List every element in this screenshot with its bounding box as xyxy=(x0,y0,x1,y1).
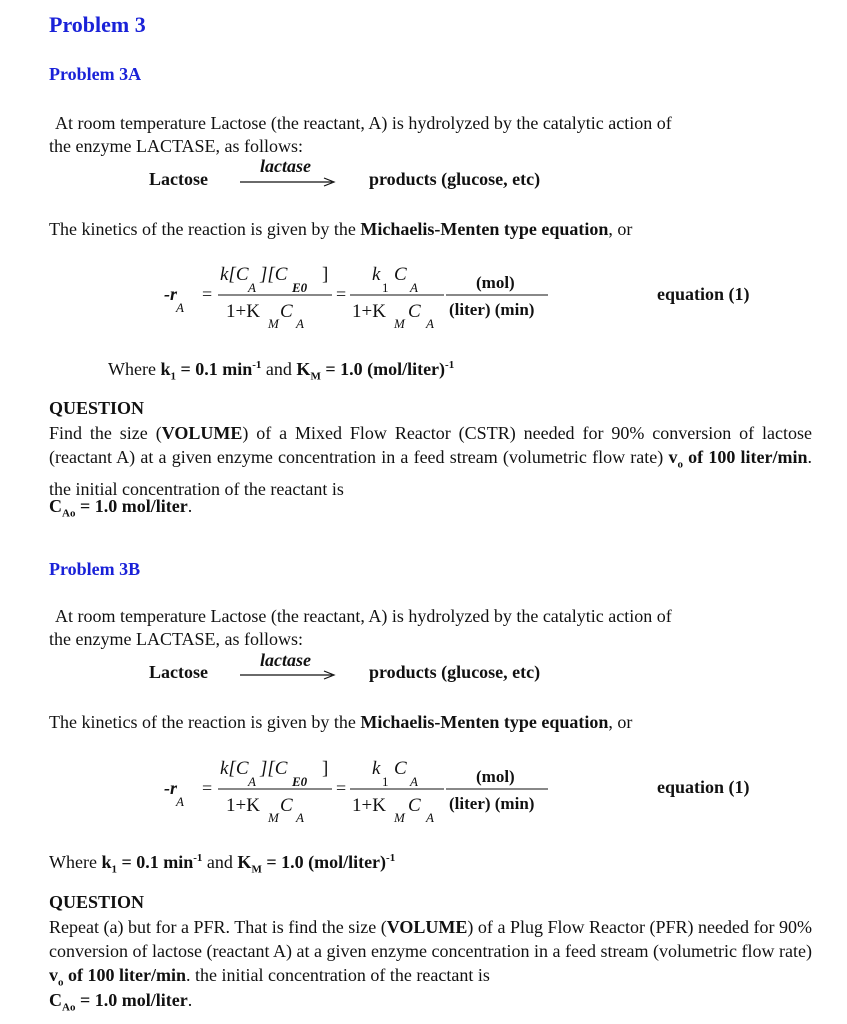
reaction-arrow-icon xyxy=(238,669,338,681)
rate-equation xyxy=(150,258,570,338)
numer2-c: C xyxy=(394,264,407,285)
catalyst-label: lactase xyxy=(260,156,311,176)
numer1-sub-a: A xyxy=(248,774,256,789)
numer1-end: ] xyxy=(322,264,329,285)
denom2-sub-a: A xyxy=(426,316,434,331)
svg-text:=: = xyxy=(336,778,347,798)
intro-line-2: the enzyme LACTASE, as follows: xyxy=(49,629,304,649)
kinetics-line: The kinetics of the reaction is given by the Michaelis-Menten type equation, or xyxy=(49,219,633,239)
reactant-label: Lactose xyxy=(149,662,208,682)
intro-line-1: At room temperature Lactose (the reactant, A) is hydrolyzed by the catalytic action of xyxy=(55,113,672,133)
kinetics-bold: Michaelis-Menten type equation xyxy=(360,712,609,732)
denom1-sub-m: M xyxy=(268,810,279,825)
constants-line: Where $k_1 = 0.1$ $\min^{-1}$ and $K_M = 1.0$ (mol/liter)$^{-1}$ xyxy=(108,359,455,383)
denom1-main: 1+K xyxy=(226,301,260,322)
equation-label: equation (1) xyxy=(657,777,750,797)
numer2-k: k xyxy=(372,264,381,285)
products-label: products (glucose, etc) xyxy=(369,662,541,682)
equation-label: equation (1) xyxy=(657,284,750,304)
numer2-sub-1: 1 xyxy=(382,280,389,295)
denom2-c: C xyxy=(408,795,421,816)
numer2-k: k xyxy=(372,758,381,779)
question-heading: QUESTION xyxy=(49,398,145,418)
denom1-c: C xyxy=(280,301,293,322)
numer1-sub-a: A xyxy=(248,280,256,295)
question-body: Repeat (a) but for a PFR. That is find the size (VOLUME) of a Plug Flow Reactor (PFR) needed for 90% conversion of lactose (reactant A) at a given enzyme concentration in a feed stream (volumetric flow rate) $v_o$ of 100 liter/min. the initial concentration of the reactant is xyxy=(49,917,813,989)
units-bottom: (liter) (min) xyxy=(449,794,535,813)
numer1-mid: ][C xyxy=(260,264,288,285)
numer1-sub-e0: E0 xyxy=(292,280,308,295)
intro-line-2: the enzyme LACTASE, as follows: xyxy=(49,136,304,156)
svg-text:=: = xyxy=(202,778,213,798)
denom1-c: C xyxy=(280,795,293,816)
rate-sub: A xyxy=(176,794,184,809)
catalyst-label: lactase xyxy=(260,650,311,670)
units-bottom: (liter) (min) xyxy=(449,300,535,319)
svg-text:=: = xyxy=(202,284,213,304)
denom2-main: 1+K xyxy=(352,795,386,816)
numer1-sub-e0: E0 xyxy=(292,774,308,789)
numer1-main: k[C xyxy=(220,758,249,779)
denom1-sub-a: A xyxy=(296,810,304,825)
products-label: products (glucose, etc) xyxy=(369,169,541,189)
denom2-c: C xyxy=(408,301,421,322)
denom2-sub-m: M xyxy=(394,316,405,331)
units-top: (mol) xyxy=(476,273,515,292)
rate-symbol: -r xyxy=(164,284,177,304)
question-body: Find the size (VOLUME) of a Mixed Flow Reactor (CSTR) needed for 90% conversion of lactose (reactant A) at a given enzyme concentration in a feed stream (volumetric flow rate) $v_o$ of 100 liter/min. the initial concentration of the reactant is xyxy=(49,423,812,499)
reactant-label: Lactose xyxy=(149,169,208,189)
units-top: (mol) xyxy=(476,767,515,786)
rate-equation xyxy=(150,752,570,832)
initial-concentration: $C_{Ao} = 1.0$ mol/liter. xyxy=(49,990,193,1014)
kinetics-bold: Michaelis-Menten type equation xyxy=(360,219,609,239)
numer1-main: k[C xyxy=(220,264,249,285)
denom2-main: 1+K xyxy=(352,301,386,322)
initial-concentration: $C_{Ao} = 1.0$ mol/liter. xyxy=(49,496,193,520)
denom1-sub-m: M xyxy=(268,316,279,331)
denom1-main: 1+K xyxy=(226,795,260,816)
numer2-sub-a: A xyxy=(410,280,418,295)
denom2-sub-a: A xyxy=(426,810,434,825)
section-heading-3a: Problem 3A xyxy=(49,64,142,84)
rate-symbol: -r xyxy=(164,778,177,798)
constants-line: Where $k_1 = 0.1$ $\min^{-1}$ and $K_M = 1.0$ (mol/liter)$^{-1}$ xyxy=(49,852,396,876)
numer2-sub-1: 1 xyxy=(382,774,389,789)
numer1-end: ] xyxy=(322,758,329,779)
rate-sub: A xyxy=(176,300,184,315)
numer2-c: C xyxy=(394,758,407,779)
numer1-mid: ][C xyxy=(260,758,288,779)
reaction-arrow-icon xyxy=(238,176,338,188)
section-heading-3b: Problem 3B xyxy=(49,559,141,579)
numer2-sub-a: A xyxy=(410,774,418,789)
kinetics-line: The kinetics of the reaction is given by the Michaelis-Menten type equation, or xyxy=(49,712,633,732)
denom1-sub-a: A xyxy=(296,316,304,331)
question-heading: QUESTION xyxy=(49,892,145,912)
page-title: Problem 3 xyxy=(49,12,146,37)
svg-text:=: = xyxy=(336,284,347,304)
intro-line-1: At room temperature Lactose (the reactant, A) is hydrolyzed by the catalytic action of xyxy=(55,606,672,626)
denom2-sub-m: M xyxy=(394,810,405,825)
